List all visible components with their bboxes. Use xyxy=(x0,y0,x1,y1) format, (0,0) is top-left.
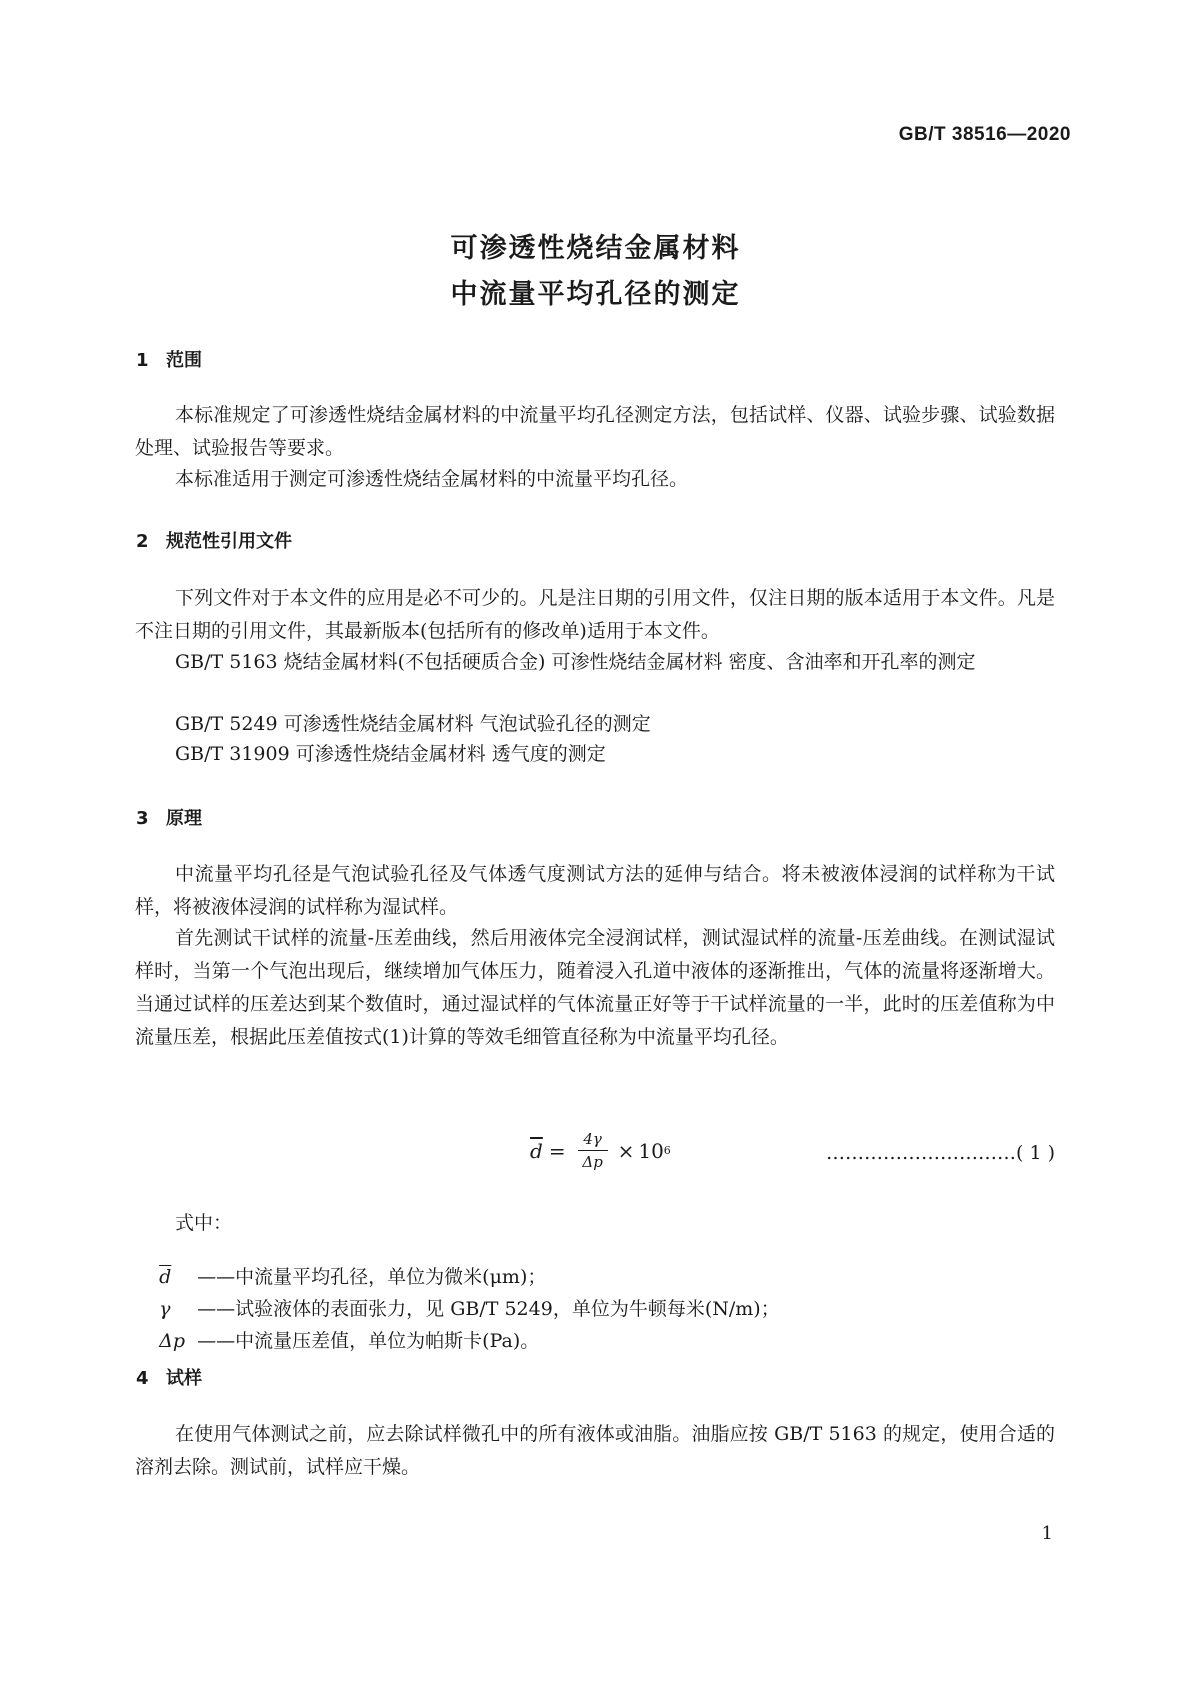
variable-description: ——中流量压差值，单位为帕斯卡(Pa)。 xyxy=(197,1330,540,1352)
variable-symbol: Δp xyxy=(159,1330,186,1352)
section-title: 试样 xyxy=(166,1368,202,1389)
formula-base: 10 xyxy=(638,1138,664,1163)
paragraph: 本标准适用于测定可渗透性烧结金属材料的中流量平均孔径。 xyxy=(175,468,689,490)
paragraph: 下列文件对于本文件的应用是必不可少的。凡是注日期的引用文件，仅注日期的版本适用于本文件。凡是不注日期的引用文件，其最新版本(包括所有的修改单)适用于本文件。 xyxy=(135,587,1055,642)
formula-lhs: $\overline{d}$ xyxy=(530,1138,543,1163)
formula-fraction xyxy=(578,1130,608,1171)
variable-description: ——试验液体的表面张力，见 GB/T 5249，单位为牛顿每米(N/m)； xyxy=(197,1298,780,1320)
formula-exponent: 6 xyxy=(663,1144,671,1157)
section-number: 3 xyxy=(136,808,149,829)
paragraph: 在使用气体测试之前，应去除试样微孔中的所有液体或油脂。油脂应按 GB/T 5163 的规定，使用合适的溶剂去除。测试前，试样应干燥。 xyxy=(135,1423,1055,1478)
formula-times: × xyxy=(617,1138,635,1163)
reference-item: GB/T 31909 可渗透性烧结金属材料 透气度的测定 xyxy=(175,743,606,765)
section-heading-normative-references xyxy=(136,527,292,553)
standard-number: GB/T 38516—2020 xyxy=(898,124,1071,145)
fraction-bar xyxy=(578,1150,608,1151)
document-title-line2: 中流量平均孔径的测定 xyxy=(450,279,741,310)
section-title: 原理 xyxy=(166,808,202,829)
formula-equals: = xyxy=(548,1138,566,1163)
variable-symbol: $\overline{d}$ xyxy=(159,1266,172,1288)
variable-description: ——中流量平均孔径，单位为微米(μm)； xyxy=(197,1266,547,1288)
paragraph: 中流量平均孔径是气泡试验孔径及气体透气度测试方法的延伸与结合。将未被液体浸润的试样称为干试样，将被液体浸润的试样称为湿试样。 xyxy=(135,863,1055,918)
paragraph: 本标准规定了可渗透性烧结金属材料的中流量平均孔径测定方法，包括试样、仪器、试验步骤、试验数据处理、试验报告等要求。 xyxy=(135,404,1055,459)
reference-item: GB/T 5249 可渗透性烧结金属材料 气泡试验孔径的测定 xyxy=(175,713,651,735)
section-number: 4 xyxy=(136,1368,149,1389)
document-title-line1: 可渗透性烧结金属材料 xyxy=(450,233,741,264)
variable-symbol: γ xyxy=(159,1298,171,1320)
section-heading-scope xyxy=(136,346,202,372)
section-heading-test-pieces xyxy=(136,1364,202,1390)
reference-item: GB/T 5163 烧结金属材料(不包括硬质合金) 可渗性烧结金属材料 密度、含油率和开孔率的测定 xyxy=(175,651,976,673)
where-label: 式中： xyxy=(175,1212,233,1234)
section-title: 范围 xyxy=(166,350,202,371)
section-heading-principle xyxy=(136,804,202,830)
page-number: 1 xyxy=(1041,1523,1053,1544)
formula-numerator: 4γ xyxy=(583,1130,602,1148)
paragraph: 首先测试干试样的流量-压差曲线，然后用液体完全浸润试样，测试湿试样的流量-压差曲线。在测试湿试样时，当第一个气泡出现后，继续增加气体压力，随着浸入孔道中液体的逐渐推出，气体的流量将逐渐增大。当通过试样的压差达到某个数值时，通过湿试样的气体流量正好等于干试样流量的一半，此时的压差值称为中流量压差，根据此压差值按式(1)计算的等效毛细管直径称为中流量平均孔径。 xyxy=(135,927,1055,1048)
section-number: 2 xyxy=(136,531,149,552)
section-number: 1 xyxy=(136,350,149,371)
equation-number: …………………………( 1 ) xyxy=(826,1142,1055,1164)
formula-1 xyxy=(530,1130,671,1171)
section-title: 规范性引用文件 xyxy=(166,531,292,552)
formula-denominator: Δp xyxy=(582,1153,603,1171)
